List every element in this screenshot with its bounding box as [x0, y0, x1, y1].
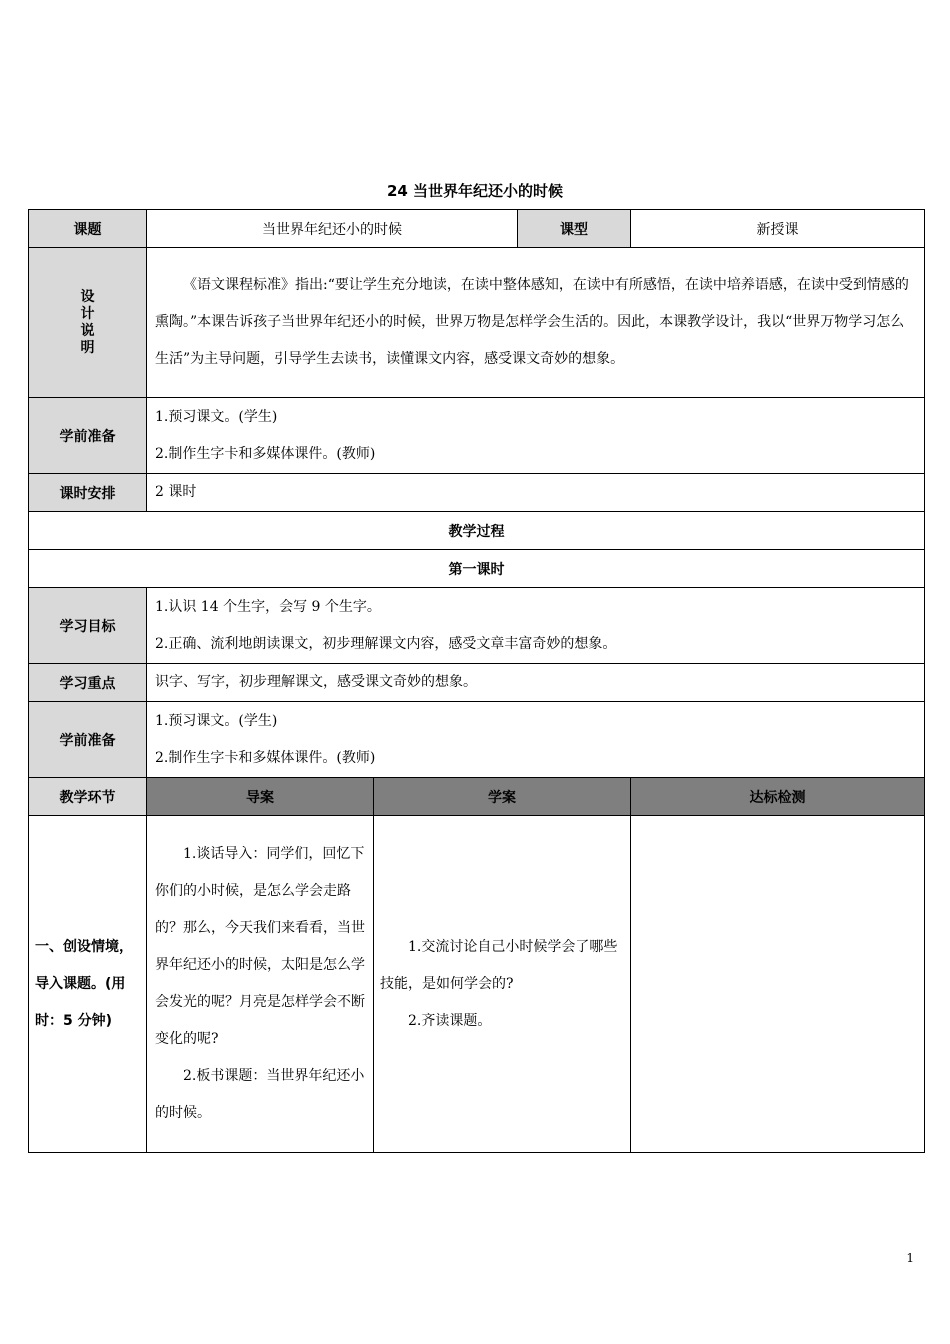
- page-number: 1: [906, 1251, 914, 1265]
- lesson1-title: 第一课时: [29, 550, 925, 588]
- process-title-row: [29, 512, 925, 550]
- schedule-value: 2 课时: [147, 474, 925, 512]
- goals-row: [29, 588, 925, 664]
- design-label: 设计说明: [80, 288, 95, 356]
- focus-row: [29, 664, 925, 702]
- study-paragraph: 1.交流讨论自己小时候学会了哪些技能，是如何学会的?: [380, 938, 618, 992]
- prep-label-2: 学前准备: [29, 702, 147, 778]
- document-title: 24 当世界年纪还小的时候: [386, 182, 564, 200]
- focus-value: 识字、写字，初步理解课文，感受课文奇妙的想象。: [147, 664, 925, 702]
- column-guide: 导案: [147, 778, 374, 816]
- type-label: 课型: [518, 210, 631, 248]
- header-row: [29, 210, 925, 248]
- design-row: [29, 248, 925, 398]
- prep-row-1: [29, 398, 925, 474]
- goals-label: 学习目标: [29, 588, 147, 664]
- goal-line: 2.正确、流利地朗读课文，初步理解课文内容，感受文章丰富奇妙的想象。: [155, 635, 617, 652]
- stage-1-label: 一、创设情境，导入课题。(用时：5 分钟): [29, 816, 147, 1153]
- study-paragraph: 2.齐读课题。: [408, 1012, 492, 1029]
- focus-label: 学习重点: [29, 664, 147, 702]
- column-study: 学案: [374, 778, 631, 816]
- topic-value: 当世界年纪还小的时候: [147, 210, 518, 248]
- lesson1-title-row: [29, 550, 925, 588]
- type-value: 新授课: [631, 210, 925, 248]
- column-stage: 教学环节: [29, 778, 147, 816]
- prep-row-2: [29, 702, 925, 778]
- prep1-line: 1.预习课文。(学生): [155, 408, 278, 425]
- schedule-label: 课时安排: [29, 474, 147, 512]
- check-cell: [631, 816, 925, 1153]
- process-title: 教学过程: [29, 512, 925, 550]
- design-text: 《语文课程标准》指出:“要让学生充分地读，在读中整体感知，在读中有所感悟，在读中培养语感，在读中受到情感的熏陶。”本课告诉孩子当世界年纪还小的时候，世界万物是怎样学会生活的。因此，本课教学设计，我以“世界万物学习怎么生活”为主导问题，引导学生去读书，读懂课文内容，感受课文奇妙的想象。: [155, 277, 909, 367]
- guide-paragraph: 1.谈话导入：同学们，回忆下你们的小时候，是怎么学会走路的？那么，今天我们来看看，当世界年纪还小的时候，太阳是怎么学会发光的呢？月亮是怎样学会不断变化的呢?: [155, 846, 365, 1047]
- goal-line: 1.认识 14 个生字，会写 9 个生字。: [155, 598, 381, 615]
- prep1-line: 2.制作生字卡和多媒体课件。(教师): [155, 445, 376, 462]
- lesson-plan-table: [28, 209, 925, 1153]
- prep-label-1: 学前准备: [29, 398, 147, 474]
- column-check: 达标检测: [631, 778, 925, 816]
- stage-row-1: [29, 816, 925, 1153]
- schedule-row: [29, 474, 925, 512]
- topic-label: 课题: [29, 210, 147, 248]
- columns-header-row: [29, 778, 925, 816]
- prep2-line: 1.预习课文。(学生): [155, 712, 278, 729]
- guide-paragraph: 2.板书课题：当世界年纪还小的时候。: [155, 1068, 365, 1121]
- prep2-line: 2.制作生字卡和多媒体课件。(教师): [155, 749, 376, 766]
